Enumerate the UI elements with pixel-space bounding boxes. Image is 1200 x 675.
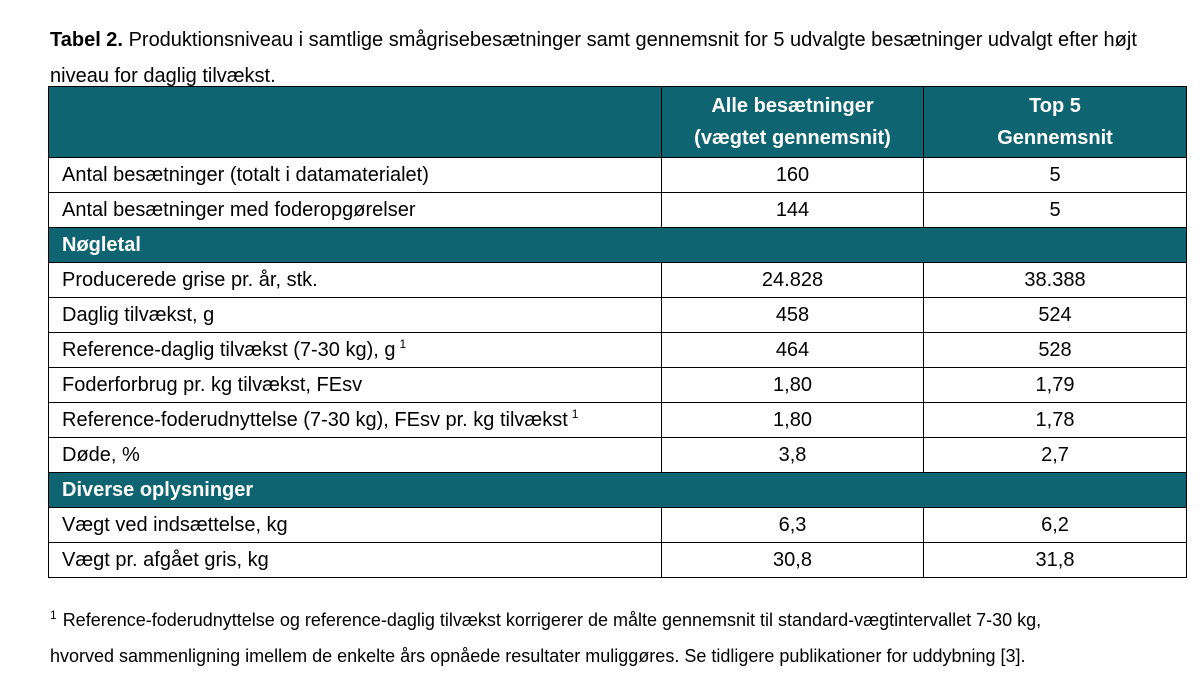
footnote-line1: Reference-foderudnyttelse og reference-daglig tilvækst korrigerer de målte gennemsnit til standard-vægtintervallet 7-30 kg, bbox=[62, 610, 1042, 630]
value-all-herds: 6,3 bbox=[662, 508, 924, 543]
header-all-herds-line2: (vægtet gennemsnit) bbox=[694, 127, 891, 149]
footnote-marker: 1 bbox=[50, 608, 57, 622]
footnote-ref: 1 bbox=[399, 336, 407, 351]
value-top5: 1,78 bbox=[924, 403, 1187, 438]
value-top5: 5 bbox=[924, 193, 1187, 228]
value-all-herds: 144 bbox=[662, 193, 924, 228]
row-label-cell bbox=[49, 403, 662, 438]
value-top5: 1,79 bbox=[924, 368, 1187, 403]
section-header-row bbox=[49, 473, 1187, 508]
header-empty-cell bbox=[49, 87, 662, 158]
value-top5: 528 bbox=[924, 333, 1187, 368]
footnote-ref: 1 bbox=[571, 406, 579, 421]
caption-label: Tabel 2. bbox=[50, 29, 123, 51]
table-row bbox=[49, 403, 1187, 438]
row-label: Foderforbrug pr. kg tilvækst, FEsv bbox=[49, 368, 662, 403]
row-label: Reference-foderudnyttelse (7-30 kg), FEsv pr. kg tilvækst bbox=[62, 408, 568, 431]
value-top5: 524 bbox=[924, 298, 1187, 333]
table-row bbox=[49, 193, 1187, 228]
header-top5-line2: Gennemsnit bbox=[997, 127, 1113, 149]
table-row bbox=[49, 368, 1187, 403]
table-row bbox=[49, 543, 1187, 578]
table-row bbox=[49, 158, 1187, 193]
section-noegletal: Nøgletal bbox=[49, 228, 1187, 263]
value-all-herds: 3,8 bbox=[662, 438, 924, 473]
table-row bbox=[49, 298, 1187, 333]
row-label: Producerede grise pr. år, stk. bbox=[49, 263, 662, 298]
footnote bbox=[50, 602, 1190, 674]
value-top5: 38.388 bbox=[924, 263, 1187, 298]
row-label: Daglig tilvækst, g bbox=[49, 298, 662, 333]
row-label: Vægt pr. afgået gris, kg bbox=[49, 543, 662, 578]
table-header-row bbox=[49, 87, 1187, 158]
row-label: Antal besætninger med foderopgørelser bbox=[49, 193, 662, 228]
section-header-row bbox=[49, 228, 1187, 263]
caption-text: Produktionsniveau i samtlige smågrisebesætninger samt gennemsnit for 5 udvalgte besætninger udvalgt efter højt niveau for daglig tilvækst. bbox=[50, 29, 1137, 87]
header-all-herds-line1: Alle besætninger bbox=[711, 95, 874, 117]
value-all-herds: 464 bbox=[662, 333, 924, 368]
row-label: Døde, % bbox=[49, 438, 662, 473]
table-row bbox=[49, 333, 1187, 368]
value-top5: 2,7 bbox=[924, 438, 1187, 473]
table-caption bbox=[50, 22, 1190, 94]
value-top5: 5 bbox=[924, 158, 1187, 193]
value-all-herds: 458 bbox=[662, 298, 924, 333]
production-table bbox=[48, 86, 1187, 578]
value-all-herds: 160 bbox=[662, 158, 924, 193]
row-label: Reference-daglig tilvækst (7-30 kg), g bbox=[62, 338, 396, 361]
value-all-herds: 1,80 bbox=[662, 368, 924, 403]
header-top5 bbox=[924, 87, 1187, 158]
table-row bbox=[49, 438, 1187, 473]
header-top5-line1: Top 5 bbox=[1029, 95, 1081, 117]
footnote-line2: hvorved sammenligning imellem de enkelte års opnåede resultater muliggøres. Se tidligere publikationer for uddybning [3]. bbox=[50, 646, 1026, 666]
row-label: Antal besætninger (totalt i datamaterialet) bbox=[49, 158, 662, 193]
value-all-herds: 30,8 bbox=[662, 543, 924, 578]
header-all-herds bbox=[662, 87, 924, 158]
table-row bbox=[49, 508, 1187, 543]
value-top5: 31,8 bbox=[924, 543, 1187, 578]
value-all-herds: 24.828 bbox=[662, 263, 924, 298]
value-all-herds: 1,80 bbox=[662, 403, 924, 438]
table-row bbox=[49, 263, 1187, 298]
section-diverse: Diverse oplysninger bbox=[49, 473, 1187, 508]
row-label-cell bbox=[49, 333, 662, 368]
row-label: Vægt ved indsættelse, kg bbox=[49, 508, 662, 543]
value-top5: 6,2 bbox=[924, 508, 1187, 543]
